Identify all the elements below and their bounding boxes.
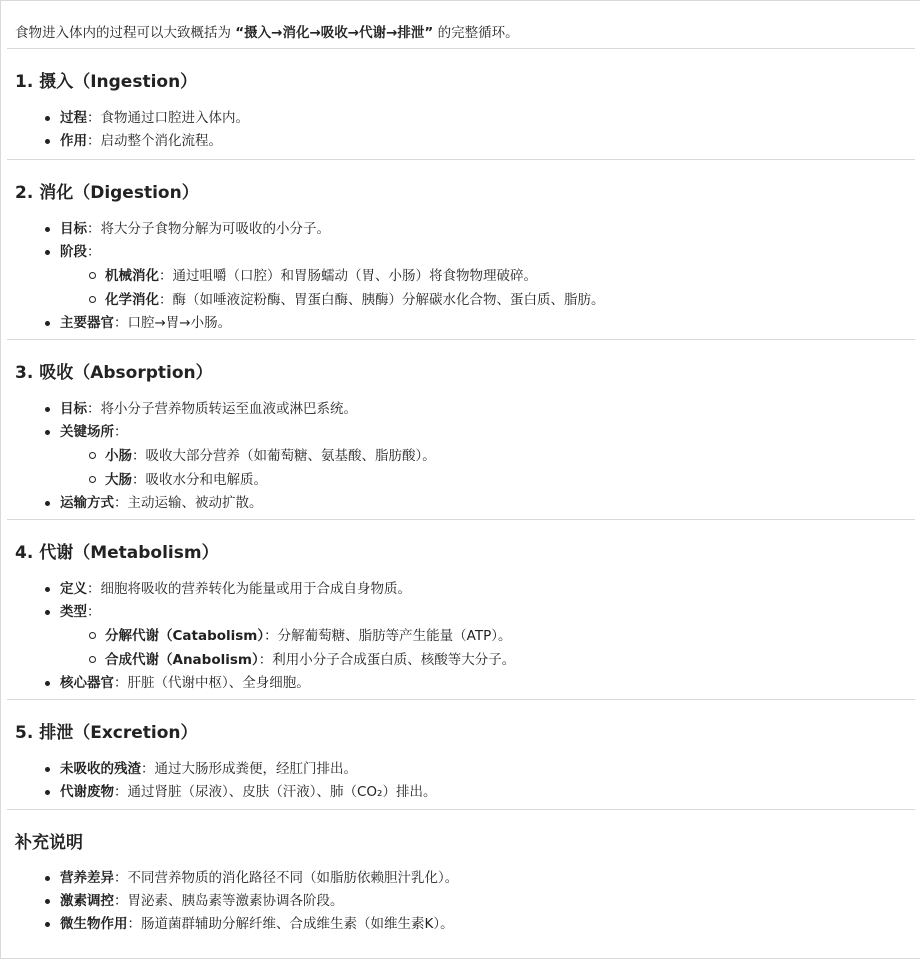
list-item <box>1 781 920 804</box>
item-text: ：启动整个消化流程。 <box>87 133 222 149</box>
item-text: ：通过肾脏（尿液）、皮肤（汗液）、肺（CO₂）排出。 <box>114 784 437 800</box>
item-key: 目标 <box>60 401 87 417</box>
item-text: ：酶（如唾液淀粉酶、胃蛋白酶、胰酶）分解碳水化合物、蛋白质、脂肪。 <box>159 292 605 308</box>
list-item <box>1 867 920 890</box>
sub-list-item <box>1 288 920 312</box>
list-item <box>1 107 920 130</box>
list-item <box>1 890 920 913</box>
item-text: ：吸收大部分营养（如葡萄糖、氨基酸、脂肪酸）。 <box>132 448 436 464</box>
sub-list <box>1 444 920 492</box>
section-absorption <box>1 340 920 519</box>
item-key: 激素调控 <box>60 893 114 909</box>
bullet-list <box>1 398 920 515</box>
intro-cycle-bold: “摄入→消化→吸收→代谢→排泄” <box>235 25 434 41</box>
bullet-list <box>1 867 920 936</box>
item-key: 运输方式 <box>60 495 114 511</box>
sub-list-item <box>1 468 920 492</box>
item-key: 主要器官 <box>60 315 114 331</box>
list-item <box>1 130 920 153</box>
item-text: ： <box>87 604 101 620</box>
list-item <box>1 312 920 335</box>
item-text: ：肠道菌群辅助分解纤维、合成维生素（如维生素K）。 <box>127 916 454 932</box>
item-key: 阶段 <box>60 244 87 260</box>
item-text: ： <box>87 244 101 260</box>
sub-list <box>1 624 920 672</box>
section-ingestion <box>1 49 920 159</box>
section-heading: 补充说明 <box>15 833 83 853</box>
section-excretion <box>1 700 920 809</box>
item-text: ：不同营养物质的消化路径不同（如脂肪依赖胆汁乳化）。 <box>114 870 459 886</box>
list-item <box>1 758 920 781</box>
item-key: 代谢废物 <box>60 784 114 800</box>
bullet-list <box>1 578 920 695</box>
item-key: 分解代谢（Catabolism） <box>105 628 265 644</box>
bullet-list <box>1 758 920 804</box>
item-key: 化学消化 <box>105 292 159 308</box>
list-item <box>1 241 920 312</box>
list-item <box>1 218 920 241</box>
item-text: ：将大分子食物分解为可吸收的小分子。 <box>87 221 330 237</box>
item-text: ：分解葡萄糖、脂肪等产生能量（ATP）。 <box>264 628 512 644</box>
item-text: ：主动运输、被动扩散。 <box>114 495 263 511</box>
item-text: ： <box>114 424 128 440</box>
item-text: ：食物通过口腔进入体内。 <box>87 110 249 126</box>
list-item <box>1 913 920 936</box>
section-heading: 3. 吸收（Absorption） <box>15 363 213 383</box>
section-metabolism <box>1 520 920 699</box>
sub-list-item <box>1 648 920 672</box>
section-heading: 1. 摄入（Ingestion） <box>15 72 198 92</box>
bullet-list <box>1 218 920 335</box>
bullet-list <box>1 107 920 153</box>
section-heading: 5. 排泄（Excretion） <box>15 723 198 743</box>
item-key: 定义 <box>60 581 87 597</box>
section-digestion <box>1 160 920 339</box>
section-heading: 4. 代谢（Metabolism） <box>15 543 219 563</box>
item-text: ：吸收水分和电解质。 <box>132 472 267 488</box>
list-item <box>1 672 920 695</box>
item-key: 未吸收的残渣 <box>60 761 141 777</box>
sub-list-item <box>1 264 920 288</box>
intro-text: 食物进入体内的过程可以大致概括为 <box>15 25 236 41</box>
list-item <box>1 492 920 515</box>
item-key: 目标 <box>60 221 87 237</box>
intro-text-end: 的完整循环。 <box>433 25 519 41</box>
item-text: ：通过大肠形成粪便，经肛门排出。 <box>141 761 357 777</box>
item-text: ：细胞将吸收的营养转化为能量或用于合成自身物质。 <box>87 581 411 597</box>
sub-list-item <box>1 444 920 468</box>
item-text: ：口腔→胃→小肠。 <box>114 315 232 331</box>
item-text: ：通过咀嚼（口腔）和胃肠蠕动（胃、小肠）将食物物理破碎。 <box>159 268 537 284</box>
sub-list-item <box>1 624 920 648</box>
item-text: ：肝脏（代谢中枢）、全身细胞。 <box>114 675 310 691</box>
section-supplement <box>1 810 920 950</box>
item-key: 微生物作用 <box>60 916 128 932</box>
intro-paragraph <box>1 1 920 48</box>
section-heading: 2. 消化（Digestion） <box>15 183 199 203</box>
item-key: 类型 <box>60 604 87 620</box>
list-item <box>1 421 920 492</box>
list-item <box>1 578 920 601</box>
item-text: ：利用小分子合成蛋白质、核酸等大分子。 <box>258 652 516 668</box>
item-key: 大肠 <box>105 472 132 488</box>
list-item <box>1 601 920 672</box>
item-text: ：将小分子营养物质转运至血液或淋巴系统。 <box>87 401 357 417</box>
item-text: ：胃泌素、胰岛素等激素协调各阶段。 <box>114 893 344 909</box>
list-item <box>1 398 920 421</box>
item-key: 小肠 <box>105 448 132 464</box>
item-key: 营养差异 <box>60 870 114 886</box>
item-key: 合成代谢（Anabolism） <box>105 652 259 668</box>
item-key: 过程 <box>60 110 87 126</box>
item-key: 作用 <box>60 133 87 149</box>
item-key: 关键场所 <box>60 424 114 440</box>
item-key: 机械消化 <box>105 268 159 284</box>
sub-list <box>1 264 920 312</box>
item-key: 核心器官 <box>60 675 114 691</box>
